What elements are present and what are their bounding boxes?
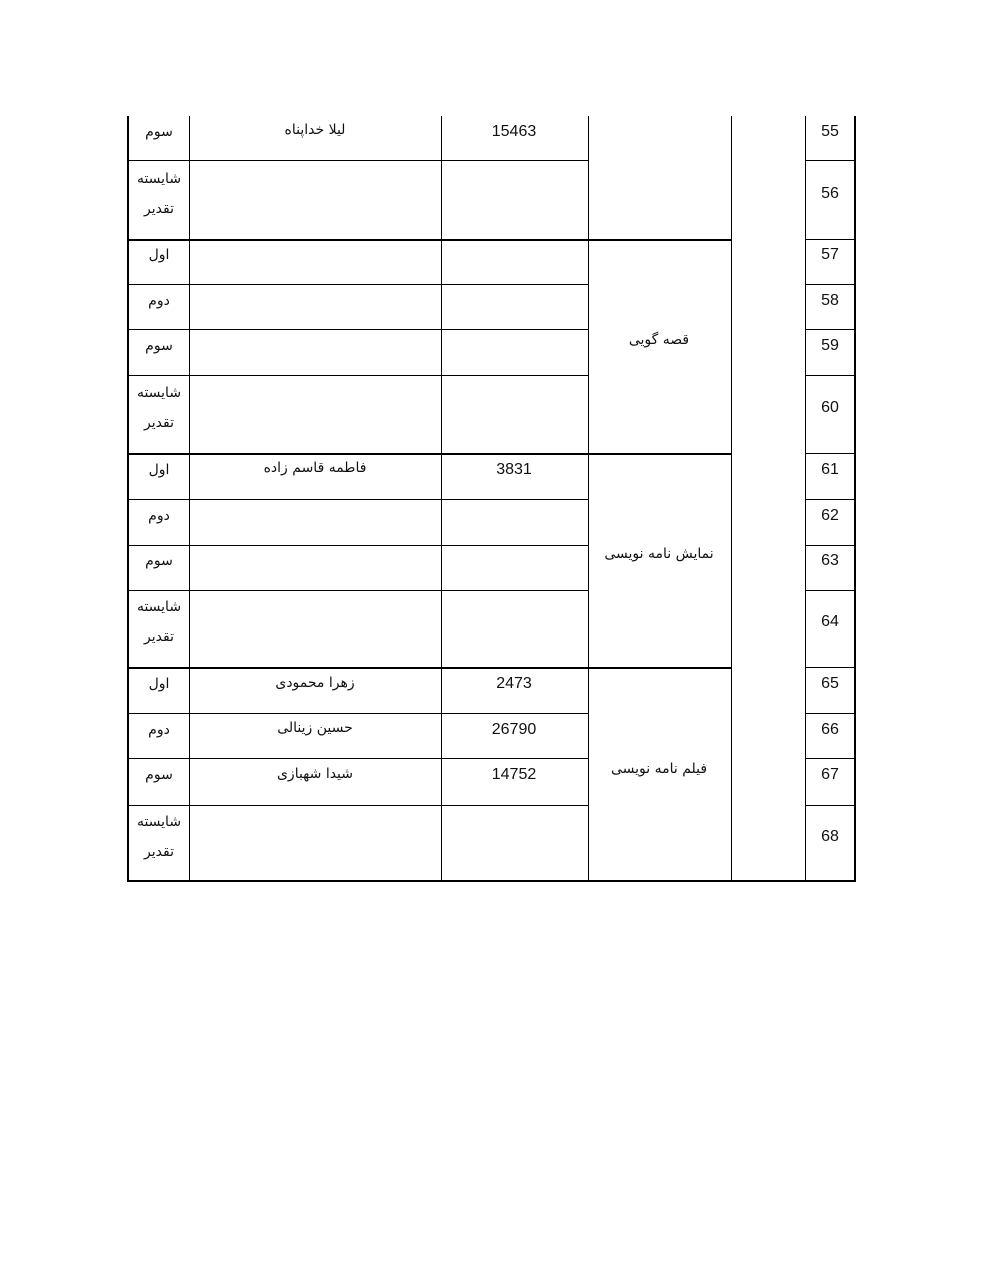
participant-code: 15463 (491, 123, 537, 140)
row-divider (805, 239, 856, 240)
table-divider (588, 116, 589, 882)
rank-label: دوم (148, 508, 170, 524)
participant-name: شیدا شهبازی (276, 766, 354, 782)
row-number: 55 (821, 123, 839, 140)
row-divider (805, 160, 856, 161)
row-number: 61 (821, 461, 839, 478)
row-number: 67 (821, 766, 839, 783)
row-number: 65 (821, 675, 839, 692)
table-border-bottom (127, 880, 856, 882)
rank-label: شایسته تقدیر (136, 171, 182, 217)
row-divider (805, 375, 856, 376)
participant-name: حسین زینالی (277, 720, 353, 736)
row-number: 64 (821, 613, 839, 630)
rank-label: دوم (148, 722, 170, 738)
category-label: قصه گویی (628, 332, 690, 348)
row-divider (127, 329, 588, 330)
row-divider (805, 667, 856, 668)
rank-label: سوم (145, 553, 173, 569)
row-number: 68 (821, 828, 839, 845)
results-table (127, 116, 856, 882)
rank-label: اول (148, 247, 170, 263)
rank-label: شایسته تقدیر (136, 385, 182, 431)
row-divider (127, 284, 588, 285)
row-divider (805, 713, 856, 714)
participant-code: 14752 (491, 766, 537, 783)
participant-code: 26790 (491, 721, 537, 738)
rank-label: اول (148, 676, 170, 692)
rank-label: سوم (145, 124, 173, 140)
row-divider (127, 590, 588, 591)
participant-name: فاطمه قاسم زاده (263, 460, 367, 476)
group-divider (127, 667, 731, 669)
row-divider (805, 805, 856, 806)
participant-name: لیلا خداپناه (284, 122, 346, 138)
row-divider (127, 375, 588, 376)
row-divider (127, 713, 588, 714)
rank-label: سوم (145, 767, 173, 783)
rank-label: دوم (148, 293, 170, 309)
table-divider (731, 116, 732, 882)
row-number: 66 (821, 721, 839, 738)
participant-code: 2473 (496, 675, 532, 692)
row-divider (127, 758, 588, 759)
row-number: 57 (821, 246, 839, 263)
group-divider (127, 453, 731, 455)
row-number: 62 (821, 507, 839, 524)
row-number: 58 (821, 292, 839, 309)
row-number: 63 (821, 552, 839, 569)
row-number: 60 (821, 399, 839, 416)
category-label: فیلم نامه نویسی (610, 761, 708, 777)
row-divider (127, 545, 588, 546)
row-divider (805, 329, 856, 330)
category-label: نمایش نامه نویسی (604, 546, 714, 562)
row-divider (805, 758, 856, 759)
participant-name: زهرا محمودی (275, 675, 355, 691)
row-divider (127, 160, 588, 161)
rank-label: شایسته تقدیر (136, 599, 182, 645)
row-divider (805, 499, 856, 500)
group-divider (127, 239, 731, 241)
row-number: 56 (821, 185, 839, 202)
rank-label: اول (148, 462, 170, 478)
row-number: 59 (821, 337, 839, 354)
row-divider (805, 590, 856, 591)
row-divider (805, 545, 856, 546)
participant-code: 3831 (496, 461, 532, 478)
rank-label: سوم (145, 338, 173, 354)
row-divider (805, 284, 856, 285)
row-divider (805, 453, 856, 454)
row-divider (127, 805, 588, 806)
row-divider (127, 499, 588, 500)
rank-label: شایسته تقدیر (136, 814, 182, 860)
